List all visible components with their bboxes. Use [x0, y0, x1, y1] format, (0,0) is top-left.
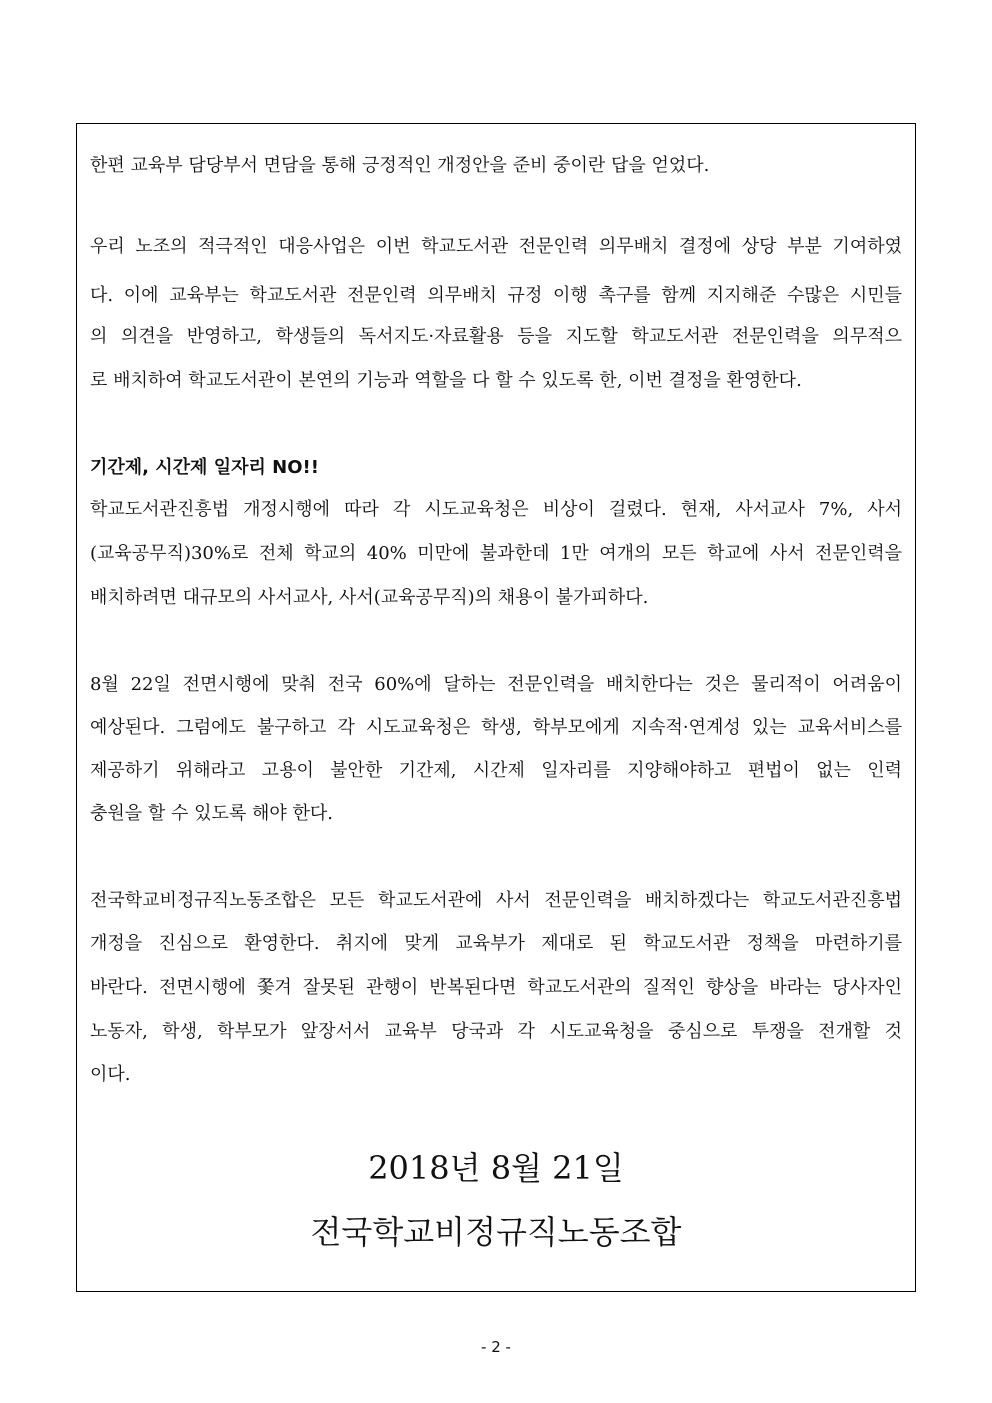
paragraph-2-line-3: 의 의견을 반영하고, 학생들의 독서지도·자료활용 등을 지도할 학교도서관 전문인력을 의무적으	[90, 326, 902, 347]
paragraph-3-line-2: (교육공무직)30%로 전체 학교의 40% 미만에 불과한데 1만 여개의 모든 학교에 사서 전문인력을	[90, 543, 902, 564]
paragraph-2-line-4: 로 배치하여 학교도서관이 본연의 기능과 역할을 다 할 수 있도록 한, 이번 결정을 환영한다.	[90, 370, 802, 391]
paragraph-4-line-3: 제공하기 위해라고 고용이 불안한 기간제, 시간제 일자리를 지양해야하고 편법이 없는 인력	[90, 760, 902, 781]
paragraph-2-line-2: 다. 이에 교육부는 학교도서관 전문인력 의무배치 규정 이행 촉구를 함께 지지해준 수많은 시민들	[90, 285, 902, 306]
paragraph-5-line-1: 전국학교비정규직노동조합은 모든 학교도서관에 사서 전문인력을 배치하겠다는 학교도서관진흥법	[90, 890, 902, 911]
paragraph-3-line-1: 학교도서관진흥법 개정시행에 따라 각 시도교육청은 비상이 걸렸다. 현재, 사서교사 7%, 사서	[90, 499, 902, 520]
signature-date: 2018년 8월 21일	[368, 1149, 624, 1187]
paragraph-4-line-2: 예상된다. 그럼에도 불구하고 각 시도교육청은 학생, 학부모에게 지속적·연계성 있는 교육서비스를	[90, 717, 902, 738]
paragraph-1-line-1: 한편 교육부 담당부서 면담을 통해 긍정적인 개정안을 준비 중이란 답을 얻었다.	[90, 155, 710, 176]
paragraph-4-line-1: 8월 22일 전면시행에 맞춰 전국 60%에 달하는 전문인력을 배치한다는 것은 물리적이 어려움이	[90, 674, 902, 695]
section-heading: 기간제, 시간제 일자리 NO!!	[90, 457, 319, 478]
page-number: - 2 -	[481, 1338, 511, 1356]
paragraph-5-line-4: 노동자, 학생, 학부모가 앞장서서 교육부 당국과 각 시도교육청을 중심으로 투쟁을 전개할 것	[90, 1021, 902, 1042]
signature-organization: 전국학교비정규직노동조합	[310, 1213, 682, 1251]
paragraph-5-line-3: 바란다. 전면시행에 쫓겨 잘못된 관행이 반복된다면 학교도서관의 질적인 향상을 바라는 당사자인	[90, 977, 902, 998]
paragraph-5-line-2: 개정을 진심으로 환영한다. 취지에 맞게 교육부가 제대로 된 학교도서관 정책을 마련하기를	[90, 933, 902, 954]
paragraph-5-line-5: 이다.	[90, 1064, 131, 1085]
paragraph-3-line-3: 배치하려면 대규모의 사서교사, 사서(교육공무직)의 채용이 불가피하다.	[90, 587, 649, 608]
paragraph-2-line-1: 우리 노조의 적극적인 대응사업은 이번 학교도서관 전문인력 의무배치 결정에 상당 부분 기여하였	[90, 236, 902, 257]
paragraph-4-line-4: 충원을 할 수 있도록 해야 한다.	[90, 803, 333, 824]
